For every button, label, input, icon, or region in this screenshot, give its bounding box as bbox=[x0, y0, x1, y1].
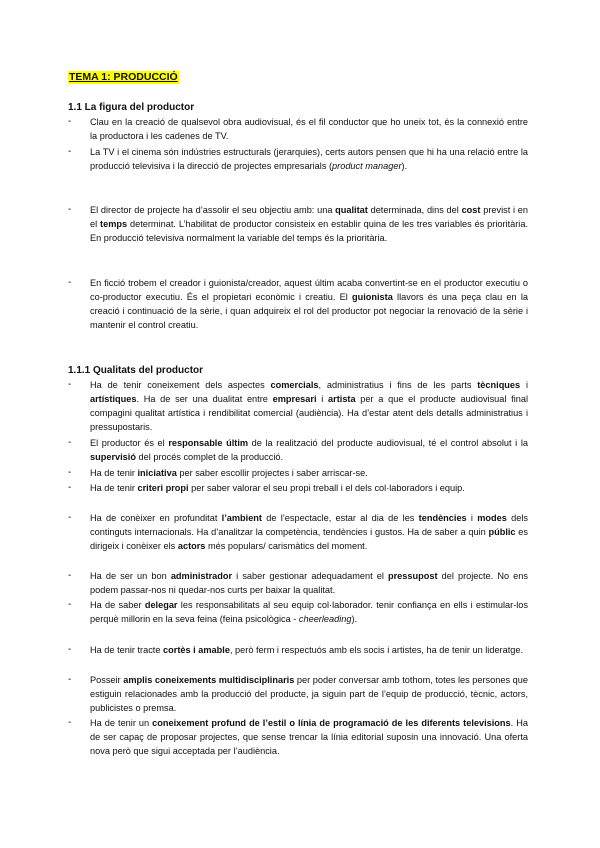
text-run: previst i en el bbox=[90, 205, 529, 229]
bullet-dash: - bbox=[68, 570, 72, 581]
text-run: Ha de ser un bon bbox=[90, 571, 171, 581]
bold-term: delegar bbox=[144, 600, 178, 610]
text-run: del projecte. No ens podem passar-nos ni quedar-nos curts per baixar la qualitat. bbox=[90, 571, 528, 595]
bold-term: temps bbox=[100, 219, 128, 229]
list-item-text bbox=[90, 511, 528, 553]
bold-term: amplis coneixements multidisciplinaris bbox=[123, 675, 295, 685]
list-item-text bbox=[90, 643, 528, 657]
bold-term: criteri propi bbox=[137, 483, 189, 493]
list-item-text bbox=[90, 673, 528, 715]
list-item-text bbox=[90, 481, 528, 495]
bullet-dash: - bbox=[68, 482, 72, 493]
bold-term: administrador bbox=[170, 571, 233, 581]
list-item-text bbox=[90, 276, 528, 332]
bold-term: cortès i amable bbox=[163, 645, 230, 655]
bold-term: modes bbox=[477, 513, 507, 523]
text-run: . Ha de ser capaç de proposar projectes, que sense trencar la línia editorial suposin una innovació. Una oferta nova però que sigui acceptada per l’audiència. bbox=[90, 718, 528, 756]
bullet-dash: - bbox=[68, 512, 72, 523]
bold-term: responsable últim bbox=[168, 438, 249, 448]
text-run: per saber valorar el seu propi treball i el dels col·laboradors i equip. bbox=[188, 483, 465, 493]
section-heading-1-1-1: 1.1.1 Qualitats del productor bbox=[68, 365, 204, 376]
text-run: Ha de tenir un bbox=[90, 718, 153, 728]
bullet-dash: - bbox=[68, 116, 72, 127]
list-item bbox=[68, 569, 528, 597]
text-run: . Ha de ser una dualitat entre bbox=[136, 394, 273, 404]
bullet-dash: - bbox=[68, 277, 72, 288]
text-run: llavors és una peça clau en la creació i continuació de la sèrie, i quan adquireix el rol del productor pot negociar la renovació de la sèrie i mantenir el control creatiu. bbox=[90, 292, 528, 330]
list-item bbox=[68, 436, 529, 464]
text-run: determinat. L’habilitat de productor consisteix en establir quina de les tres variables és prioritària. En producció televisiva normalment la variable del temps és la prioritària. bbox=[90, 219, 528, 243]
text-run: del procés complet de la producció. bbox=[135, 452, 284, 462]
text-run: Ha de tenir bbox=[90, 483, 138, 493]
bold-term: iniciativa bbox=[137, 468, 177, 478]
bold-term: actors bbox=[177, 541, 206, 551]
text-run: Ha de conèixer en profunditat bbox=[90, 513, 222, 523]
bullet-dash: - bbox=[68, 467, 72, 478]
list-item bbox=[68, 115, 528, 143]
text-run: La TV i el cinema són indústries estructurals (jerarquies), certs autors pensen que hi ha una relació entre la producció televisiva i la direcció de projectes empresarials ( bbox=[90, 147, 528, 171]
text-run: Ha de saber bbox=[90, 600, 145, 610]
bold-term: pressupost bbox=[387, 571, 438, 581]
bold-term: l’ambient bbox=[221, 513, 262, 523]
bullet-dash: - bbox=[68, 644, 72, 655]
list-item bbox=[68, 203, 529, 245]
text-run: , però ferm i respectuós amb els socis i artistes, ha de tenir un lideratge. bbox=[229, 645, 524, 655]
list-item bbox=[68, 716, 528, 758]
bullet-dash: - bbox=[68, 717, 72, 728]
bullet-dash: - bbox=[68, 146, 72, 157]
text-run: per a que el producte audiovisual final compagini qualitat artística i rendibilitat comercial (audiència). Ha d’estar atent dels detalls administratius i pressupostaris. bbox=[90, 394, 528, 432]
bold-term: empresari bbox=[272, 394, 317, 404]
section-heading-1-1: 1.1 La figura del productor bbox=[68, 102, 195, 113]
list-item bbox=[68, 276, 528, 332]
list-item-text bbox=[90, 145, 528, 173]
text-run: El productor és el bbox=[90, 438, 169, 448]
bold-term: coneixement profund de l’estil o línia de programació de les diferents televisions bbox=[152, 718, 511, 728]
italic-term: cheerleading bbox=[298, 614, 352, 624]
text-run: més populars/ carismàtics del moment. bbox=[205, 541, 368, 551]
bold-term: supervisió bbox=[90, 452, 136, 462]
text-run: Clau en la creació de qualsevol obra audiovisual, és el fil conductor que ho uneix tot, és la connexió entre la productora i les cadenes de TV. bbox=[90, 117, 528, 141]
bullet-dash: - bbox=[68, 599, 72, 610]
list-item bbox=[68, 673, 528, 715]
list-item-text bbox=[90, 115, 528, 143]
bold-term: artístiques bbox=[90, 394, 137, 404]
list-item-text bbox=[90, 378, 528, 434]
text-run: i bbox=[316, 394, 329, 404]
text-run: es dirigeix i conèixer els bbox=[90, 527, 528, 551]
document-title: TEMA 1: PRODUCCIÓ bbox=[69, 71, 178, 83]
bold-term: públic bbox=[488, 527, 516, 537]
list-item-text bbox=[90, 716, 528, 758]
bold-term: comercials bbox=[270, 380, 319, 390]
list-item-text bbox=[90, 598, 528, 626]
list-item-text bbox=[90, 436, 528, 464]
italic-term: product manager bbox=[332, 161, 402, 171]
list-item-text bbox=[90, 569, 528, 597]
list-item bbox=[68, 466, 528, 480]
list-item bbox=[68, 378, 529, 434]
text-run: i saber gestionar adequadament el bbox=[232, 571, 388, 581]
list-item-text bbox=[90, 466, 528, 480]
text-run: dels continguts internacionals. Ha d’analitzar la competència, tendències i gustos. Ha de saber a quin bbox=[90, 513, 528, 537]
list-item bbox=[68, 511, 528, 553]
list-item bbox=[68, 643, 528, 657]
text-run: , administratius i fins de les parts bbox=[318, 380, 478, 390]
text-run: per poder conversar amb tothom, totes les persones que estiguin relacionades amb la producció del producte, ja siguin part de l’equip de producció, tècnic, actors, publicistes o premsa. bbox=[90, 675, 528, 713]
bold-term: guionista bbox=[352, 292, 393, 302]
list-item bbox=[68, 481, 528, 495]
text-run: Ha de tenir coneixement dels aspectes bbox=[90, 380, 271, 390]
list-item-text bbox=[90, 203, 528, 245]
text-run: ). bbox=[351, 614, 358, 624]
list-item bbox=[68, 598, 528, 626]
bullet-dash: - bbox=[68, 674, 72, 685]
text-run: les responsabilitats al seu equip col·laborador. tenir confiança en ells i estimular-los perquè millorin en la seva feina (feina psicològica - bbox=[90, 600, 528, 624]
list-item bbox=[68, 145, 528, 173]
text-run: El director de projecte ha d’assolir el seu objectiu amb: una bbox=[90, 205, 336, 215]
text-run: per saber escollir projectes i saber arriscar-se. bbox=[176, 468, 368, 478]
bullet-dash: - bbox=[68, 204, 72, 215]
text-run: i bbox=[520, 380, 529, 390]
bullet-dash: - bbox=[68, 437, 72, 448]
bold-term: cost bbox=[461, 205, 481, 215]
bold-term: artista bbox=[328, 394, 356, 404]
text-run: ). bbox=[401, 161, 408, 171]
text-run: Ha de tenir bbox=[90, 468, 138, 478]
bullet-dash: - bbox=[68, 379, 72, 390]
bold-term: tècniques bbox=[477, 380, 521, 390]
bold-term: qualitat bbox=[335, 205, 368, 215]
bold-term: tendències bbox=[418, 513, 467, 523]
text-run: i bbox=[466, 513, 478, 523]
text-run: Ha de tenir tracte bbox=[90, 645, 164, 655]
text-run: En ficció trobem el creador i guionista/creador, aquest últim acaba convertint-se en el productor executiu o co-productor executiu. És el propietari econòmic i creatiu. El bbox=[90, 278, 528, 302]
text-run: de la realització del producte audiovisual, té el control absolut i la bbox=[248, 438, 529, 448]
text-run: determinada, dins del bbox=[367, 205, 462, 215]
text-run: de l’espectacle, estar al dia de les bbox=[261, 513, 419, 523]
text-run: Posseir bbox=[90, 675, 124, 685]
